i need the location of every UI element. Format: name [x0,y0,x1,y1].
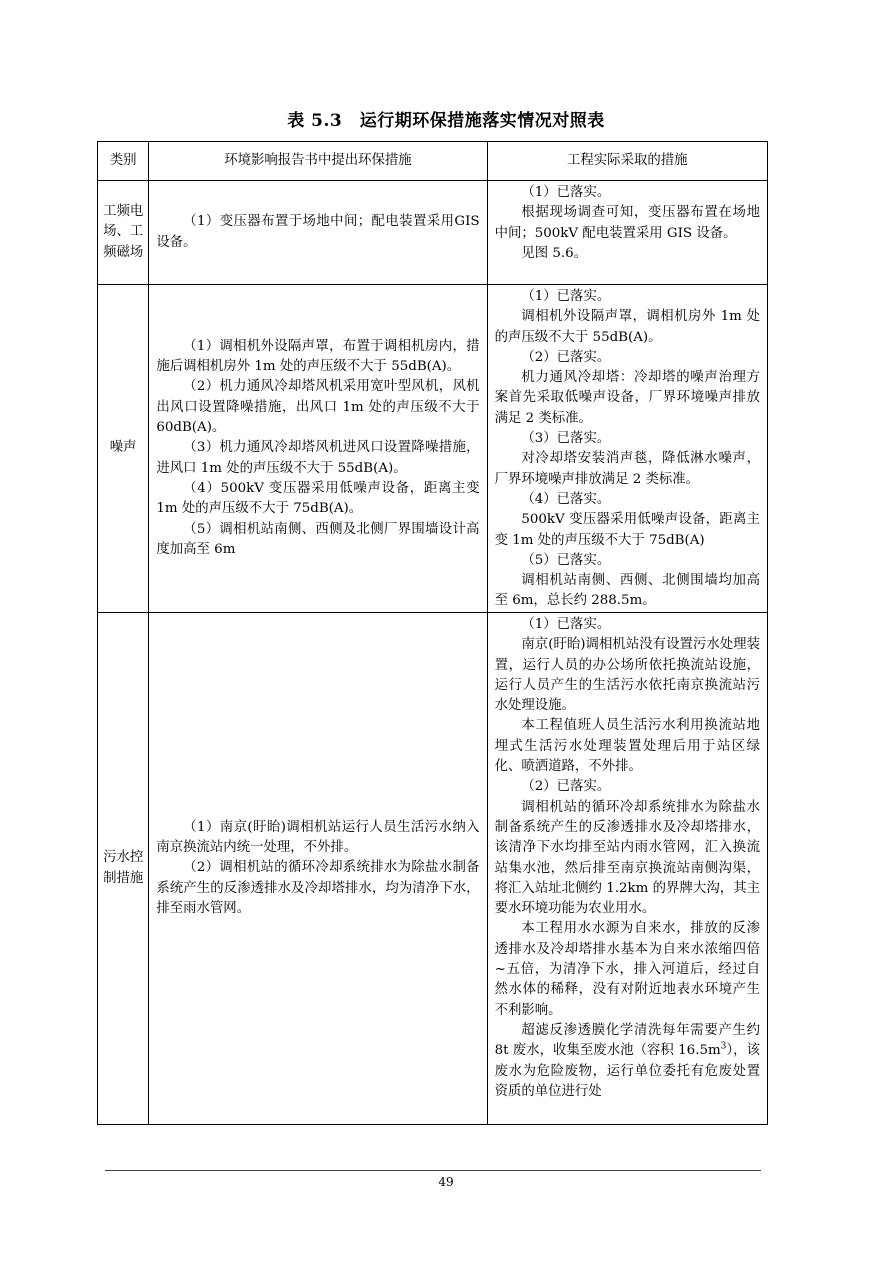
table-header-row [98,142,768,181]
category-cell [98,285,149,613]
action-item: 机力通风冷却塔：冷却塔的噪声治理方案首先采取低噪声设备，厂界环境噪声排放满足 2 类标准。 [494,370,760,426]
table-row [98,613,768,1125]
requirement-item: （1）变压器布置于场地中间；配电装置采用GIS设备。 [156,214,480,250]
action-item: （1）已落实。 [521,617,611,632]
action-item: （2）已落实。 [521,349,611,365]
category-label: 噪声 [109,440,137,456]
requirements-cell [149,613,487,1125]
action-item: （5）已落实。 [521,552,611,568]
requirement-item: （2）机力通风冷却塔风机采用宽叶型风机，风机出风口设置降噪措施，出风口 1m 处的声压级不大于 60dB(A)。 [156,379,480,436]
requirements-cell [149,285,487,613]
actions-cell [487,285,767,613]
action-item: 本工程用水水源为自来水，排放的反渗透排水及冷却塔排水基本为自来水浓缩四倍~五倍，为清净下水，排入河道后，经过自然水体的稀释，没有对附近地表水环境产生不利影响。 [494,921,760,1018]
table-row [98,285,768,613]
action-item: 南京(盱眙)调相机站没有设置污水处理装置，运行人员的办公场所依托换流站设施，运行人员产生的生活污水依托南京换流站污水处理设施。 [494,637,760,714]
actions-cell [487,613,767,1125]
category-label: 工频电场、工频磁场 [103,204,144,260]
action-item: （4）已落实。 [521,491,611,507]
superscript-exponent: 3 [720,1041,727,1052]
action-item: 对冷却塔安装消声毯，降低淋水噪声，厂界环境噪声排放满足 2 类标准。 [494,451,760,487]
action-item: 本工程值班人员生活污水利用换流站地埋式生活污水处理装置处理后用于站区绿化、喷洒道路，不外排。 [494,718,760,775]
page-number: 49 [438,1175,454,1189]
action-item: 500kV 变压器采用低噪声设备，距离主变 1m 处的声压级不大于 75dB(A) [494,512,760,548]
action-item [495,1021,760,1102]
action-item: 见图 5.6。 [521,245,588,261]
action-item: 调相机外设隔声罩，调相机房外 1m 处的声压级不大于 55dB(A)。 [494,309,760,345]
measures-comparison-table [97,141,768,1125]
action-text: ），该废水为危险废物，运行单位委托有危废处置资质的单位进行处 [494,1043,760,1099]
footer-divider [105,1170,761,1171]
action-item: （1）已落实。 [521,185,611,200]
requirement-item: （3）机力通风冷却塔风机进风口设置降噪措施，进风口 1m 处的声压级不大于 55dB(A)。 [156,440,480,476]
requirements-cell [149,181,487,285]
requirement-item: （2）调相机站的循环冷却系统排水为除盐水制备系统产生的反渗透排水及冷却塔排水，均为清净下水，排至雨水管网。 [156,860,480,916]
action-item: 调相机站南侧、西侧、北侧围墙均加高至 6m，总长约 288.5m。 [494,573,760,609]
requirement-item: （5）调相机站南侧、西侧及北侧厂界围墙设计高度加高至 6m [156,521,480,557]
requirement-item: （4）500kV 变压器采用低噪声设备，距离主变 1m 处的声压级不大于 75dB(A)。 [156,480,480,517]
category-cell [98,613,149,1125]
action-item: 根据现场调查可知，变压器布置在场地中间；500kV 配电装置采用 GIS 设备。 [494,205,760,241]
header-requirements: 环境影响报告书中提出环保措施 [149,142,487,181]
action-item: （1）已落实。 [521,289,611,304]
action-item: （3）已落实。 [521,431,611,447]
table-row [98,181,768,285]
actions-cell [487,181,767,285]
table-title: 表 5.3 运行期环保措施落实情况对照表 [287,111,605,131]
action-item: 调相机站的循环冷却系统排水为除盐水制备系统产生的反渗透排水及冷却塔排水，该清净下水均排至站内雨水管网，汇入换流站集水池，然后排至南京换流站南侧沟渠，将汇入站址北侧约 1.2km 的界牌大沟，其主要水环境功能为农业用水。 [494,799,760,917]
action-item: （2）已落实。 [521,779,611,795]
requirement-item: （1）南京(盱眙)调相机站运行人员生活污水纳入南京换流站内统一处理，不外排。 [156,819,480,856]
header-category: 类别 [98,142,149,181]
action-text: 超滤反渗透膜化学清洗每年需要产生约 8t 废水，收集至废水池（容积 16.5m [494,1022,760,1059]
header-actions: 工程实际采取的措施 [487,142,767,181]
category-label: 污水控制措施 [103,850,144,886]
category-cell [98,181,149,285]
requirement-item: （1）调相机外设隔声罩，布置于调相机房内，措施后调相机房外 1m 处的声压级不大于 55dB(A)。 [156,338,480,375]
